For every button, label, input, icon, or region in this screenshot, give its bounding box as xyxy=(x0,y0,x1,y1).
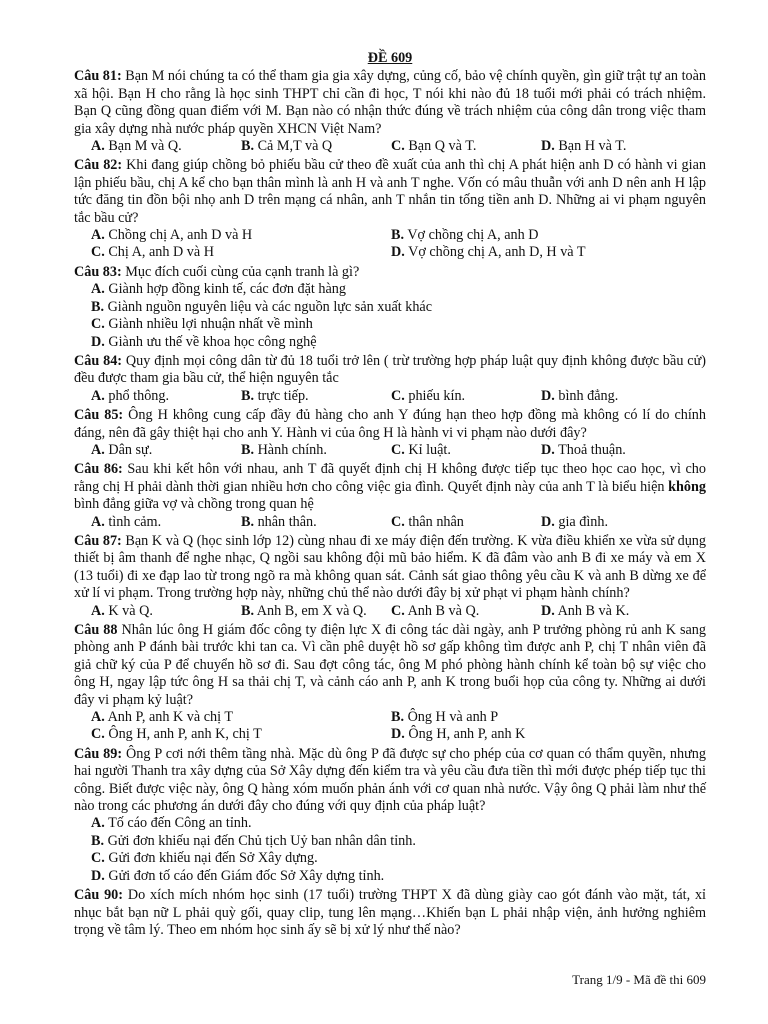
option-a: A. Tố cáo đến Công an tỉnh. xyxy=(91,815,252,832)
option-c: C. thân nhân xyxy=(391,513,464,530)
question-81 xyxy=(74,68,706,155)
option-a: A. tình cảm. xyxy=(91,513,162,530)
option-b: B. Gửi đơn khiếu nại đến Chủ tịch Uỷ ban nhân dân tỉnh. xyxy=(91,832,416,849)
option-d: D. Vợ chồng chị A, anh D, H và T xyxy=(391,244,586,261)
exam-page xyxy=(74,50,706,941)
option-d: D. bình đẳng. xyxy=(541,387,619,404)
question-84 xyxy=(74,353,706,405)
option-b: B. Ông H và anh P xyxy=(391,709,499,726)
option-b: B. Vợ chồng chị A, anh D xyxy=(391,227,539,244)
question-text: Quy định mọi công dân từ đủ 18 tuổi trở lên ( trừ trường hợp pháp luật quy định không được bầu cử) đều được tham gia bầu cử, thể hiện nguyên tắc xyxy=(74,352,707,387)
emphasis-word: không xyxy=(668,478,706,495)
question-text: Mục đích cuối cùng của cạnh tranh là gì? xyxy=(125,263,360,280)
option-d: D. Ông H, anh P, anh K xyxy=(391,726,526,743)
question-text: Sau khi kết hôn với nhau, anh T đã quyết định chị H không được tiếp tục theo học cao học, vì cho rằng chị H phải dành thời gian nhiều hơn cho công việc gia đình. Quyết định này của anh T là biểu hiện xyxy=(74,461,706,495)
question-label: Câu 82: xyxy=(74,157,123,174)
option-a: A. Anh P, anh K và chị T xyxy=(91,709,234,726)
option-a: A. Bạn M và Q. xyxy=(91,138,182,155)
question-90 xyxy=(74,887,706,939)
question-82 xyxy=(74,157,706,261)
option-d: D. Giành ưu thế về khoa học công nghệ xyxy=(91,333,317,350)
question-label: Câu 83: xyxy=(74,263,122,280)
question-text: Do xích mích nhóm học sinh (17 tuổi) trường THPT X đã dùng giày cao gót đánh vào mặt, tát, xỉ nhục bắt bạn nữ L phải quỳ gối, quay clip, tung lên mạng…Khiến bạn L phải nhập viện, ảnh hưởng nghiêm trọng về tâm lý. Theo em nhóm học sinh ấy sẽ bị xử lý như thế nào? xyxy=(74,887,707,938)
question-text: Bạn K và Q (học sinh lớp 12) cùng nhau đi xe máy điện đến trường. K vừa điều khiển xe vừa sử dụng thiết bị âm thanh để nghe nhạc, Q ngồi sau không đội mũ bảo hiểm. K đã đâm vào anh B đi xe máy và em X (13 tuổi) đi xe đạp lao từ trong ngõ ra mà không quan sát. Cảnh sát giao thông yêu cầu K và anh B dừng xe để xử lí vi phạm. Trong trường hợp này, những chủ thể nào dưới đây bị xử phạt vi phạm hành chính? xyxy=(74,532,706,602)
option-b: B. Anh B, em X và Q. xyxy=(241,602,367,619)
question-label: Câu 87: xyxy=(74,532,122,549)
option-c: C. Chị A, anh D và H xyxy=(91,244,214,261)
option-c: C. Kỉ luật. xyxy=(391,441,451,458)
question-text-continued: bình đẳng giữa vợ và chồng trong quan hệ xyxy=(74,496,314,513)
option-d: D. Thoả thuận. xyxy=(541,441,626,458)
page-footer: Trang 1/9 - Mã đề thi 609 xyxy=(572,972,706,987)
question-label: Câu 84: xyxy=(74,352,123,369)
option-b: B. Giành nguồn nguyên liệu và các nguồn lực sản xuất khác xyxy=(91,298,433,315)
question-83 xyxy=(74,264,706,351)
option-b: B. Hành chính. xyxy=(241,441,327,458)
option-a: A. Chồng chị A, anh D và H xyxy=(91,227,253,244)
question-label: Câu 81: xyxy=(74,68,122,85)
option-c: C. Ông H, anh P, anh K, chị T xyxy=(91,726,262,743)
option-c: C. phiếu kín. xyxy=(391,387,466,404)
exam-title: ĐỀ 609 xyxy=(367,50,413,66)
option-a: A. Dân sự. xyxy=(91,441,153,458)
question-text: Nhân lúc ông H giám đốc công ty điện lực X đi công tác dài ngày, anh P trưởng phòng rủ anh K sang phòng anh P đánh bài trước khi tan ca. Vì cần phê duyệt hồ sơ gấp không tìm được anh P, chị T nhân viên đã giả chữ ký của P để chuyển hồ sơ đi. Sau đợt công tác, ông M phó phòng hành chính kể toàn bộ sự việc cho ông H, ngay lập tức ông H sa thải chị T, và cảnh cáo anh P, anh K trong buổi họp của công ty. Những ai dưới đây vi phạm kỷ luật? xyxy=(74,622,706,708)
option-b: B. nhân thân. xyxy=(241,513,317,530)
question-86 xyxy=(74,461,706,531)
option-b: B. trực tiếp. xyxy=(241,387,309,404)
option-c: C. Bạn Q và T. xyxy=(391,138,477,155)
question-label: Câu 90: xyxy=(74,887,123,904)
question-text: Ông P cơi nới thêm tầng nhà. Mặc dù ông P đã được sự cho phép của cơ quan có thẩm quyền, nhưng hai người Thanh tra xây dựng của Sở Xây dựng đến kiểm tra và yêu cầu đưa tiền thì mới được phép tiếp tục thi công. Biết được việc này, ông Q hàng xóm muốn phản ánh với cơ quan nhà nước. Vậy ông Q phải làm như thế nào trong các phương án dưới đây cho đúng với quy định của pháp luật? xyxy=(74,745,706,815)
question-text: Bạn M nói chúng ta có thể tham gia gia xây dựng, củng cố, bảo vệ chính quyền, gìn giữ trật tự an toàn xã hội. Bạn H cho rằng là học sinh THPT chỉ cần đi học, T nói khi nào đủ 18 tuổi mới phải có trách nhiệm. Bạn Q cũng đồng quan điểm với M. Bạn nào có nhận thức đúng về trách nhiệm của công dân trong việc tham gia xây dựng nhà nước pháp quyền XHCN Việt Nam? xyxy=(74,68,706,137)
option-a: A. Giành hợp đồng kinh tế, các đơn đặt hàng xyxy=(91,281,346,298)
option-c: C. Giành nhiều lợi nhuận nhất về mình xyxy=(91,316,313,333)
question-87 xyxy=(74,533,706,620)
question-label: Câu 88 xyxy=(74,622,118,638)
option-b: B. Cả M,T và Q xyxy=(241,138,333,155)
option-d: D. Anh B và K. xyxy=(541,602,630,619)
question-89 xyxy=(74,746,706,885)
option-c: C. Anh B và Q. xyxy=(391,602,480,619)
option-a: A. K và Q. xyxy=(91,602,153,619)
option-c: C. Gửi đơn khiếu nại đến Sở Xây dựng. xyxy=(91,850,318,867)
question-label: Câu 86: xyxy=(74,461,123,478)
question-label: Câu 85: xyxy=(74,407,124,424)
question-text: Khi đang giúp chồng bỏ phiếu bầu cử theo đề xuất của anh thì chị A phát hiện anh D có hành vi gian lận phiếu bầu, chị A kể cho bạn thân mình là anh H và anh T nghe. Vốn có mâu thuẫn với anh D nên anh H lập tức đăng tin đồn bội nhọ anh D trên mạng cá nhân, anh T nhắn tin tống tiền anh D. Những ai vi phạm nguyên tắc bầu cử? xyxy=(74,157,706,226)
option-d: D. Bạn H và T. xyxy=(541,138,627,155)
option-a: A. phổ thông. xyxy=(91,387,170,404)
question-text: Ông H không cung cấp đầy đủ hàng cho anh Y đúng hạn theo hợp đồng mà không có lí do chính đáng, nên đã gây thiệt hại cho anh Y. Hành vi của ông H là hành vi vi phạm nào dưới đây? xyxy=(74,407,706,441)
question-label: Câu 89: xyxy=(74,745,123,762)
question-85 xyxy=(74,407,706,459)
question-88 xyxy=(74,622,706,744)
option-d: D. Gửi đơn tố cáo đến Giám đốc Sở Xây dựng tỉnh. xyxy=(91,867,385,884)
option-d: D. gia đình. xyxy=(541,513,608,530)
